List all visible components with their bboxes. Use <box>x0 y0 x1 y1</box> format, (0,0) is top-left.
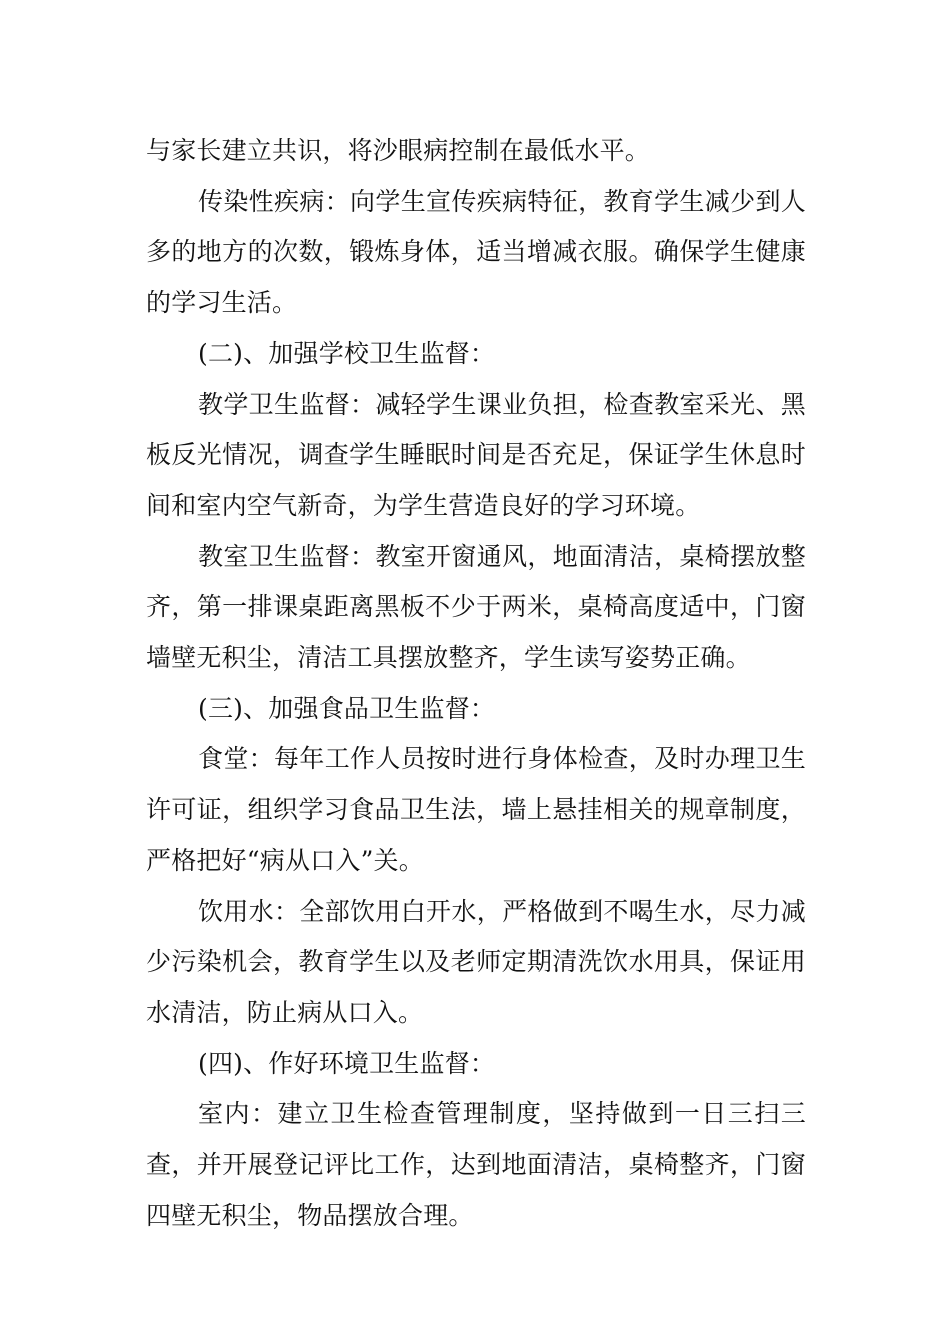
section-heading-environment-hygiene: (四)、作好环境卫生监督： <box>198 1048 496 1078</box>
document-body <box>146 126 806 1241</box>
section-heading-school-hygiene: (二)、加强学校卫生监督： <box>198 338 496 368</box>
paragraph-infectious-disease: 传染性疾病：向学生宣传疾病特征，教育学生减少到人多的地方的次数，锻炼身体，适当增减衣服。确保学生健康的学习生活。 <box>146 186 806 318</box>
paragraph-drinking-water: 饮用水：全部饮用白开水，严格做到不喝生水，尽力减少污染机会，教育学生以及老师定期清洗饮水用具，保证用水清洁，防止病从口入。 <box>146 896 806 1027</box>
paragraph-indoor: 室内：建立卫生检查管理制度，坚持做到一日三扫三查，并开展登记评比工作，达到地面清洁，桌椅整齐，门窗四壁无积尘，物品摆放合理。 <box>146 1099 806 1230</box>
section-heading-food-hygiene: (三)、加强食品卫生监督： <box>198 693 496 723</box>
paragraph-trachoma-continuation: 与家长建立共识，将沙眼病控制在最低水平。 <box>146 136 651 165</box>
paragraph-canteen: 食堂：每年工作人员按时进行身体检查，及时办理卫生许可证，组织学习食品卫生法，墙上悬挂相关的规章制度，严格把好“病从口入”关。 <box>146 744 806 875</box>
paragraph-classroom-hygiene: 教室卫生监督：教室开窗通风，地面清洁，桌椅摆放整齐，第一排课桌距离黑板不少于两米，桌椅高度适中，门窗墙壁无积尘，清洁工具摆放整齐，学生读写姿势正确。 <box>146 541 806 673</box>
paragraph-teaching-hygiene: 教学卫生监督：减轻学生课业负担，检查教室采光、黑板反光情况，调查学生睡眠时间是否充足，保证学生休息时间和室内空气新奇，为学生营造良好的学习环境。 <box>146 389 806 520</box>
